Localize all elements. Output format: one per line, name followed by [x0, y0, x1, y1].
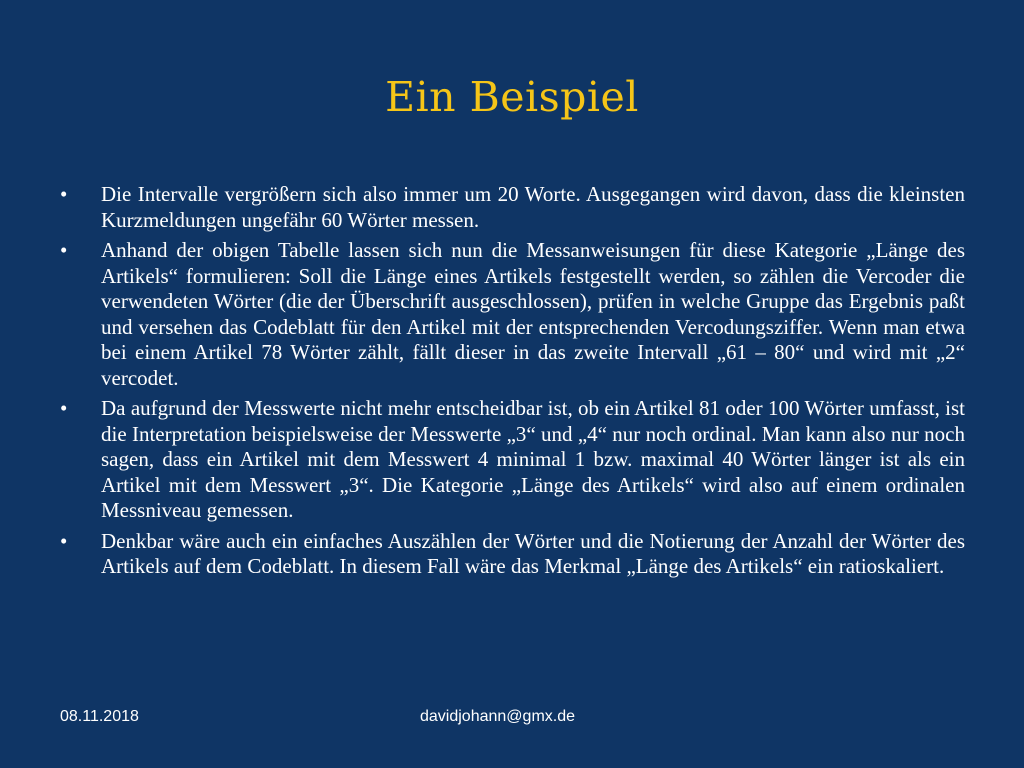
- bullet-text: Die Intervalle vergrößern sich also immer um 20 Worte. Ausgegangen wird davon, dass die kleinsten Kurzmeldungen ungefähr 60 Wörter messen.: [101, 182, 965, 232]
- bullet-list: [60, 182, 965, 585]
- bullet-icon: •: [60, 238, 68, 262]
- bullet-icon: •: [60, 396, 68, 420]
- bullet-text: Denkbar wäre auch ein einfaches Auszählen der Wörter und die Notierung der Anzahl der Wörter des Artikels auf dem Codeblatt. In diesem Fall wäre das Merkmal „Länge des Artikels“ ein ratioskaliert.: [101, 528, 965, 578]
- bullet-item: [60, 396, 965, 524]
- footer-email: davidjohann@gmx.de: [420, 708, 576, 725]
- bullet-icon: •: [60, 528, 68, 553]
- bullet-icon: •: [60, 182, 68, 206]
- bullet-item: [60, 182, 965, 233]
- slide-title: Ein Beispiel: [385, 73, 639, 121]
- bullet-text: Da aufgrund der Messwerte nicht mehr entscheidbar ist, ob ein Artikel 81 oder 100 Wörter umfasst, ist die Interpretation beispielsweise der Messwerte „3“ und „4“ nur noch ordinal. Man kann also nur noch sagen, dass ein Artikel mit dem Messwert 4 minimal 1 bzw. maximal 40 Wörter länger ist als ein Artikel mit dem Messwert „3“. Die Kategorie „Länge des Artikels“ wird also auf einem ordinalen Messniveau gemessen.: [101, 396, 965, 522]
- footer-date: 08.11.2018: [60, 708, 139, 725]
- bullet-item: [60, 529, 965, 580]
- bullet-text: Anhand der obigen Tabelle lassen sich nun die Messanweisungen für diese Kategorie „Länge des Artikels“ formulieren: Soll die Länge eines Artikels festgestellt werden, so zählen die Vercoder die verwendeten Wörter (die der Überschrift ausgeschlossen), prüfen in welche Gruppe das Ergebnis paßt und versehen das Codeblatt für den Artikel mit der entsprechenden Vercodungsziffer. Wenn man etwa bei einem Artikel 78 Wörter zählt, fällt dieser in das zweite Intervall „61 – 80“ und wird mit „2“ vercodet.: [101, 238, 965, 390]
- bullet-item: [60, 238, 965, 391]
